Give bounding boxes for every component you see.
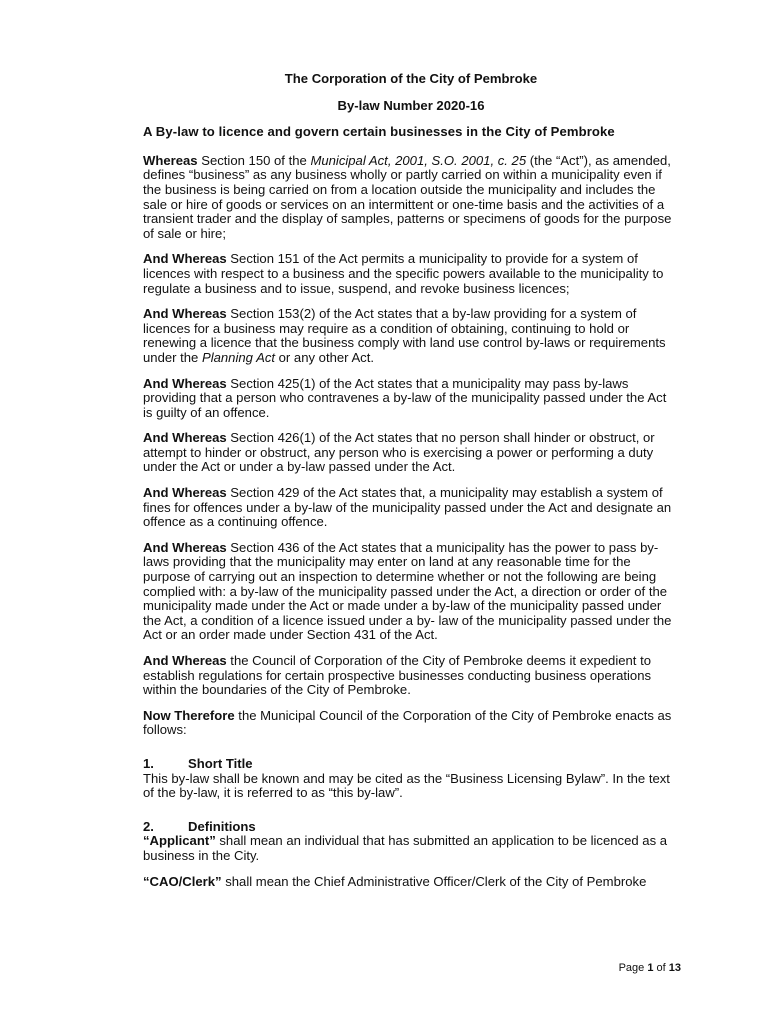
recital-text: Section 151 of the Act permits a municipality to provide for a system of licences with respect to a business and the specific powers available to the municipality to regulate a business and to issue, suspend, and revoke business licences; [143, 251, 664, 296]
recital-lead: And Whereas [143, 653, 227, 668]
recital-text: Section 436 of the Act states that a municipality has the power to pass by-laws providing that the municipality may enter on land at any reasonable time for the purpose of carrying out an inspection to determine whether or not the following are being complied with: a by-law of the municipality passed under the Act, a direction or order of the municipality made under the Act or made under a by-law of the municipality passed under the Act, a condition of a licence issued under a by- law of the municipality passed under the Act or an order made under Section 431 of the Act. [143, 539, 672, 643]
current-page: 1 [647, 962, 654, 974]
recital-lead: And Whereas [143, 251, 227, 267]
recital-paragraph [143, 154, 679, 242]
document-body [143, 72, 679, 900]
recital-lead: And Whereas [143, 485, 227, 501]
section-number: 2. [143, 818, 154, 834]
recital-paragraph [143, 252, 679, 296]
section-number: 1. [143, 755, 154, 771]
recital-lead: Now Therefore [143, 707, 235, 723]
section-title: Definitions [188, 818, 256, 834]
recital-text: Section 426(1) of the Act states that no person shall hinder or obstruct, or attempt to hinder or obstruct, any person who is exercising a power or performing a duty under the Act or under a by-law passed under the Act. [143, 430, 655, 475]
recital-text: Section 425(1) of the Act states that a municipality may pass by-laws providing that a person who contravenes a by-law of the municipality passed under the Act is guilty of an offence. [143, 375, 667, 420]
recital-lead: And Whereas [143, 430, 227, 446]
recital-paragraph [143, 541, 679, 643]
total-pages: 13 [668, 962, 681, 974]
recital-paragraph [143, 486, 679, 530]
page-number [619, 962, 681, 974]
definition-item [143, 875, 679, 890]
recital-act-name: Municipal Act, 2001, S.O. 2001, c. 25 [310, 152, 527, 168]
recital-paragraph [143, 431, 679, 475]
recital-paragraph [143, 307, 679, 365]
recital-text: (the “Act”), as amended, defines “business” as any business wholly or partly carried on within a municipality even if the business is being carried on from a location outside the municipality and includes the sale or hire of goods or services on an intermittent or one-time basis and the activities of a transient trader and the display of samples, patterns or specimens of goods for the purpose of sale or hire; [143, 152, 672, 241]
section-heading [143, 757, 679, 772]
page-label: Page [618, 962, 648, 974]
recital-text: Section 153(2) of the Act states that a by-law providing for a system of licences for a business may require as a condition of obtaining, continuing to hold or renewing a licence that the business comply with land use control by-laws or requirements under the [143, 306, 666, 365]
recital-lead: And Whereas [143, 306, 227, 322]
definition-item [143, 834, 679, 863]
section-heading [143, 820, 679, 835]
recital-lead: Whereas [143, 152, 198, 168]
recital-act-name: Planning Act [201, 349, 276, 365]
recital-text: or any other Act. [275, 349, 374, 365]
recital-text: the Municipal Council of the Corporation of the City of Pembroke enacts as follows: [143, 707, 672, 738]
enacting-clause [143, 709, 679, 738]
recital-lead: And Whereas [143, 539, 227, 555]
section-body: This by-law shall be known and may be cited as the “Business Licensing Bylaw”. In the text of the by-law, it is referred to as “this by-law”. [143, 770, 670, 801]
recital-paragraph [143, 377, 679, 421]
recital-text: Section 150 of the [197, 152, 311, 168]
definition-term: “CAO/Clerk” [143, 873, 222, 889]
recital-paragraph [143, 654, 679, 698]
bylaw-number-heading: By-law Number 2020-16 [337, 97, 485, 113]
definition-text: shall mean an individual that has submitted an application to be licenced as a business in the City. [143, 833, 668, 863]
definition-text: shall mean the Chief Administrative Officer/Clerk of the City of Pembroke [221, 873, 647, 889]
corporation-heading: The Corporation of the City of Pembroke [284, 71, 538, 86]
recital-text: the Council of Corporation of the City of Pembroke deems it expedient to establish regulations for certain prospective businesses conducting business operations within the boundaries of the City of Pembroke. [143, 653, 652, 698]
bylaw-title: A By-law to licence and govern certain businesses in the City of Pembroke [143, 124, 615, 140]
definition-term: “Applicant” [143, 833, 216, 849]
page-of-label: of [653, 962, 669, 974]
recital-lead: And Whereas [143, 375, 227, 391]
recital-text: Section 429 of the Act states that, a municipality may establish a system of fines for offences under a by-law of the municipality passed under the Act and designate an offence as a continuing offence. [143, 485, 672, 530]
section-title: Short Title [188, 755, 253, 771]
